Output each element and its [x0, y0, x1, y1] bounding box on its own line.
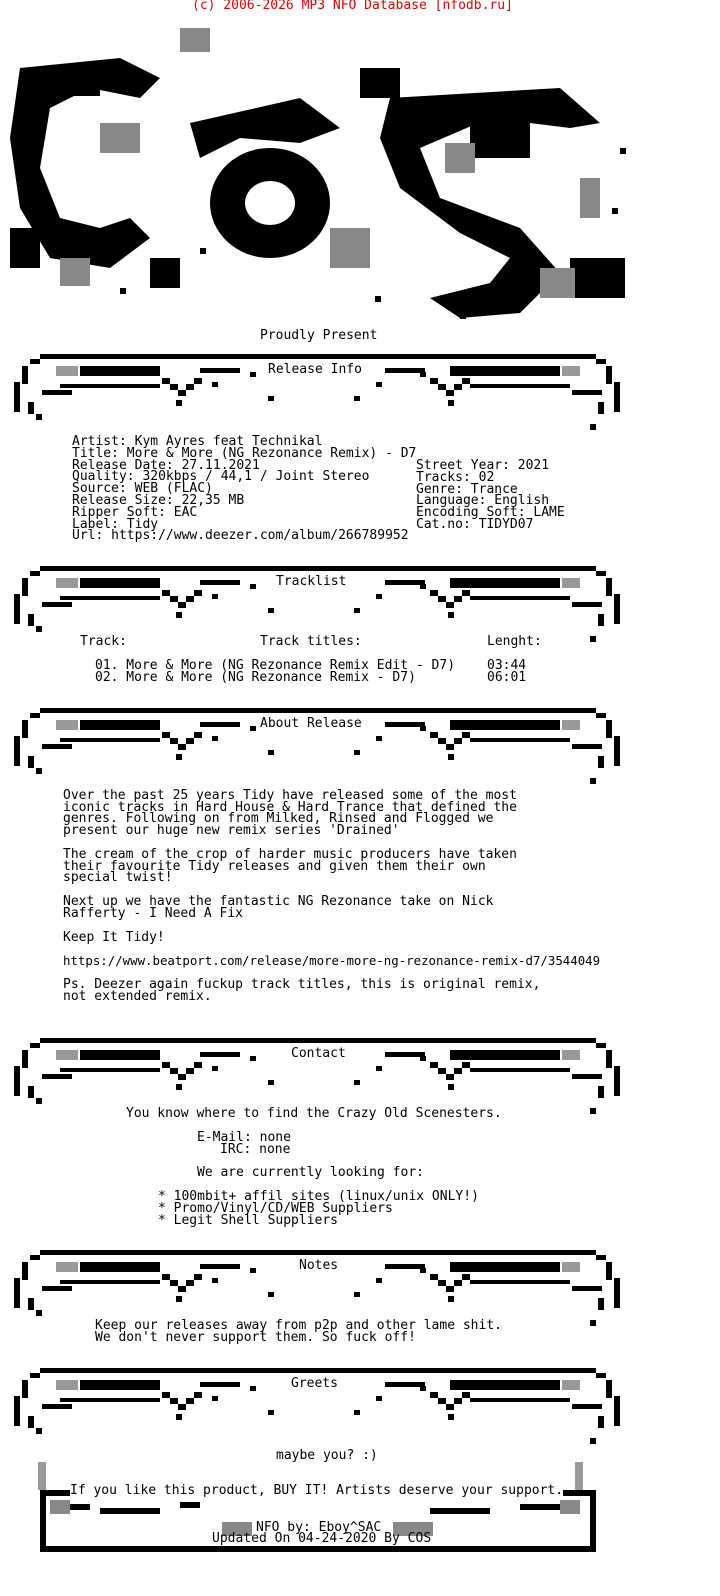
about-paragraph: Next up we have the fantastic NG Rezonance take on Nick Rafferty - I Need A Fix: [63, 894, 494, 921]
release-left-col: [72, 436, 416, 542]
cos-ascii-logo: [0, 28, 720, 328]
greets-text: maybe you? :): [276, 1448, 378, 1463]
looking-for: We are currently looking for:: [197, 1165, 424, 1180]
greets-banner: [0, 1366, 720, 1452]
release-info-heading: Release Info: [265, 363, 365, 377]
artist: Artist: Kym Ayres feat Technikal: [72, 434, 323, 449]
encoding-soft: Encoding Soft: LAME: [416, 505, 565, 521]
ripper-soft: Ripper Soft: EAC: [72, 504, 198, 520]
quality: Quality: 320kbps / 44,1 / Joint Stereo: [72, 469, 370, 485]
contact-heading: Contact: [288, 1047, 349, 1061]
language: Language: English: [416, 493, 550, 509]
track-row-length: 03:44: [487, 658, 527, 673]
track-titles-header: Track titles:: [260, 634, 362, 649]
list-item: * Promo/Vinyl/CD/WEB Suppliers: [158, 1201, 393, 1216]
release-size: Release Size: 22,35 MB: [72, 492, 245, 508]
genre: Genre: Trance: [416, 481, 518, 497]
track-row-title: 02. More & More (NG Rezonance Remix - D7): [95, 670, 416, 685]
track-length-header: Lenght:: [487, 634, 542, 649]
tracks: Tracks: 02: [416, 469, 495, 485]
release-right-col: [416, 460, 565, 531]
about-paragraph: Keep It Tidy!: [63, 930, 165, 945]
contact-email: E-Mail: none: [197, 1130, 291, 1145]
contact-intro: You know where to find the Crazy Old Scenesters.: [126, 1106, 502, 1121]
tracklist-heading: Tracklist: [273, 575, 349, 589]
greets-heading: Greets: [288, 1377, 341, 1391]
notes-heading: Notes: [296, 1259, 341, 1273]
contact-irc: IRC: none: [220, 1142, 291, 1157]
beatport-link[interactable]: https://www.beatport.com/release/more-more-ng-rezonance-remix-d7/3544049: [63, 953, 601, 968]
track-row-length: 06:01: [487, 670, 527, 685]
track-row-title: 01. More & More (NG Rezonance Remix Edit - D7): [95, 658, 456, 673]
list-item: * 100mbit+ affil sites (linux/unix ONLY!): [158, 1189, 479, 1204]
updated-on: Updated On 04-24-2020 By COS: [212, 1531, 432, 1546]
cat-no: Cat.no: TIDYD07: [416, 516, 534, 532]
title: Title: More & More (NG Rezonance Remix) - D7: [72, 445, 417, 461]
list-item: * Legit Shell Suppliers: [158, 1213, 339, 1228]
track-col-header: Track:: [80, 634, 127, 649]
buy-it-notice: If you like this product, BUY IT! Artists deserve your support.: [70, 1483, 564, 1498]
label: Label: Tidy: [72, 516, 159, 532]
about-heading: About Release: [257, 717, 365, 731]
source: Source: WEB (FLAC): [72, 481, 213, 497]
nfo-by: NFO by: Eboy^SAC: [256, 1520, 382, 1535]
about-paragraph: Over the past 25 years Tidy have released some of the most iconic tracks in Hard House & Hard Trance that defined the genres. Following on from Milked, Rinsed and Flogged we present our huge new remix series 'Drained': [63, 788, 517, 838]
proudly-present: Proudly Present: [260, 328, 378, 343]
copyright-header: (c) 2006-2026 MP3 NFO Database [nfodb.ru]: [192, 0, 513, 13]
about-paragraph: The cream of the crop of harder music producers have taken their favourite Tidy releases and given them their own special twist!: [63, 847, 517, 886]
notes-text: Keep our releases away from p2p and other lame shit. We don't never support them. So fuck off!: [95, 1318, 502, 1345]
release-date: Release Date: 27.11.2021: [72, 457, 260, 473]
street-year: Street Year: 2021: [416, 458, 550, 473]
about-paragraph: Ps. Deezer again fuckup track titles, this is original remix, not extended remix.: [63, 977, 541, 1004]
url: Url: https://www.deezer.com/album/266789952: [72, 528, 409, 544]
